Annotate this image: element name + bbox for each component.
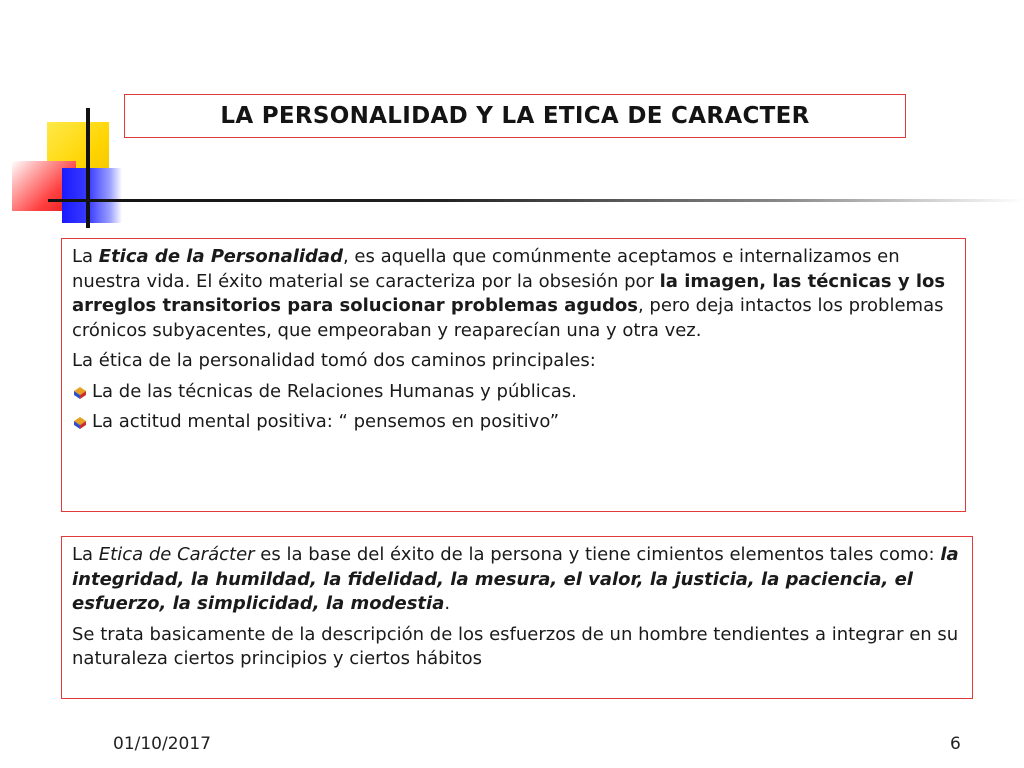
character-paragraph (72, 543, 962, 617)
personality-paragraph (72, 245, 955, 343)
text-segment: . (444, 593, 451, 614)
decor-blue-square (62, 168, 122, 223)
decor-horizontal-line (48, 199, 1024, 202)
3d-diamond-bullet-icon (73, 416, 87, 430)
term-personality-ethics: Etica de la Personalidad (98, 246, 343, 267)
slide-title: LA PERSONALIDAD Y LA ETICA DE CARACTER (124, 94, 906, 138)
list-item-label: La actitud mental positiva: “ pensemos en positivo” (92, 411, 560, 432)
emphasized-phrase: la imagen, las técnicas y los arreglos transitorios para solucionar problemas agudos (72, 270, 946, 316)
term-character-ethics: Etica de Carácter (98, 544, 255, 565)
personality-ethics-box (61, 238, 966, 512)
list-item-label: La de las técnicas de Relaciones Humanas y públicas. (92, 380, 577, 402)
character-ethics-box (61, 536, 973, 699)
text-segment: , es aquella que comúnmente aceptamos e internalizamos en nuestra vida. El éxito material se caracteriza por la obsesión por (72, 246, 900, 292)
text-segment: , pero deja intactos los problemas crónicos subyacentes, que empeoraban y reaparecían una y otra vez. (72, 295, 944, 341)
text-segment: La (72, 246, 99, 267)
description-paragraph: Se trata basicamente de la descripción de los esfuerzos de un hombre tendientes a integrar en su naturaleza ciertos principios y ciertos hábitos (72, 623, 959, 669)
3d-diamond-bullet-icon (73, 386, 87, 400)
slide-date: 01/10/2017 (113, 734, 211, 754)
paths-intro: La ética de la personalidad tomó dos caminos principales: (72, 350, 596, 371)
slide-number: 6 (950, 734, 961, 754)
text-segment: La (72, 544, 99, 565)
list-item (72, 380, 955, 405)
decor-vertical-line (86, 108, 90, 228)
list-item (72, 410, 955, 435)
values-list: la integridad, la humildad, la fidelidad, la mesura, el valor, la justicia, la paciencia, el esfuerzo, la simplicidad, la modestia (72, 544, 959, 614)
text-segment: es la base del éxito de la persona y tiene cimientos elementos tales como: (254, 544, 941, 565)
